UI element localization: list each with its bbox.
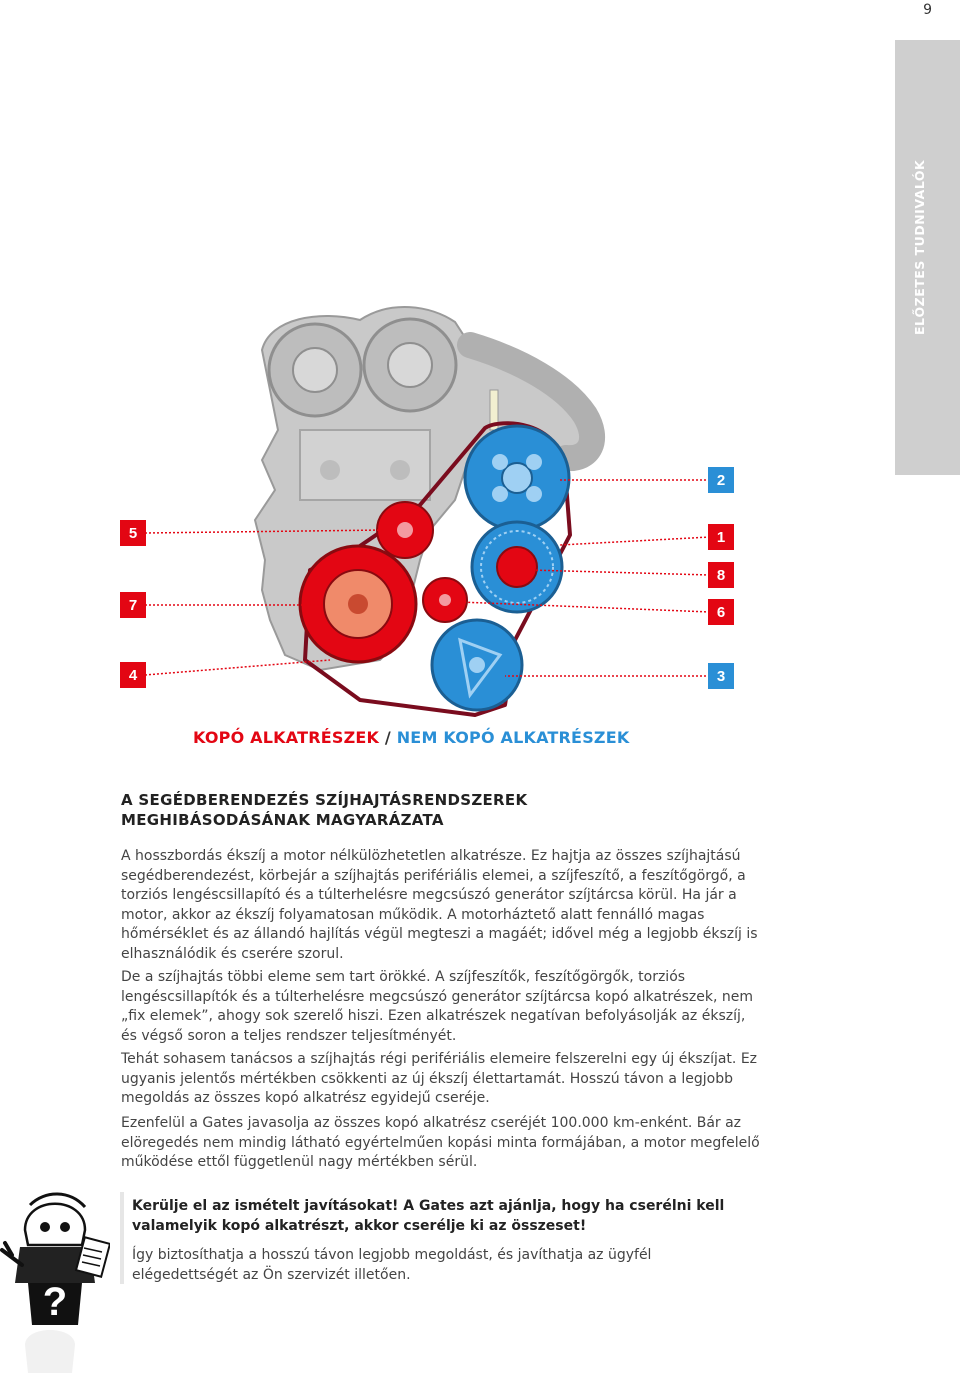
tip-bold-text: Kerülje el az ismételt javításokat! A Gates azt ajánlja, hogy ha cserélni kell valamelyik kopó alkatrészt, akkor cserélje ki az összeset!: [132, 1198, 725, 1234]
power-steering-pulley: [432, 620, 522, 710]
tensioner-pulley: [377, 502, 433, 558]
belt-drive-diagram: [0, 300, 960, 740]
paragraph-2: De a szíjhajtás többi eleme sem tart örökké. A szíjfeszítők, feszítőgörgők, torziós lengéscsillapítók és a túlterhelésre megcsúszó generátor szíjtárcsa kopó alkatrészek, nem „fix elemek”, ahogy sok szerelő hiszi. Ezen alkatrészek negatívan befolyásolják az ékszíj, és végső soron a teljes rendszer teljesítményét.: [121, 969, 753, 1044]
side-tab-label: ELŐZETES TUDNIVALÓK: [912, 159, 927, 335]
section-title-line-1: A SEGÉDBERENDEZÉS SZÍJHAJTÁSRENDSZEREK: [121, 791, 528, 809]
alternator-pulley: [497, 547, 537, 587]
water-pump-pulley: [465, 426, 569, 530]
legend-non-wear: NEM KOPÓ ALKATRÉSZEK: [396, 728, 630, 747]
section-title: [121, 790, 741, 830]
svg-text:?: ?: [42, 1280, 68, 1324]
callout-5: 5: [128, 525, 138, 542]
idler-pulley: [423, 578, 467, 622]
callout-2: 2: [716, 472, 726, 489]
diagram-legend: [193, 728, 629, 747]
tip-box: [132, 1197, 732, 1285]
section-title-line-2: MEGHIBÁSODÁSÁNAK MAGYARÁZATA: [121, 811, 444, 829]
mechanic-mascot-illustration: [0, 1185, 110, 1373]
legend-wear: KOPÓ ALKATRÉSZEK: [193, 728, 380, 747]
crankshaft-damper: [300, 546, 416, 662]
callout-7: 7: [128, 597, 138, 614]
callout-1: 1: [716, 529, 726, 546]
legend-separator: /: [379, 728, 397, 747]
page-number: 9: [923, 2, 932, 18]
callout-6: 6: [716, 604, 726, 621]
callout-4: 4: [128, 667, 138, 684]
tip-rule: [120, 1192, 124, 1284]
paragraph-1: A hosszbordás ékszíj a motor nélkülözhetetlen alkatrésze. Ez hajtja az összes szíjhajtású segédberendezést, körbejár a szíjhajtás perifériális elemei, a szíjfeszítő, a feszítőgörgő, a torziós lengéscsillapító és a túlterhelésre megcsúszó generátor szíjtárcsa körül. Ha jár a motor, akkor az ékszíj folyamatosan működik. A motorháztető alatt fennálló magas hőmérséklet és az állandó hajlítás végül megteszi a magáét; idővel még a legjobb ékszíj is elhasználódik és cserére szorul.: [121, 848, 758, 962]
paragraph-3: Tehát sohasem tanácsos a szíjhajtás régi perifériális elemeire felszerelni egy új ékszíjat. Ez ugyanis jelentős mértékben csökkenti az új ékszíj élettartamát. Hosszú távon a legjobb megoldás az összes kopó alkatrész egyidejű cseréje.: [121, 1051, 758, 1106]
callout-3: 3: [716, 668, 726, 685]
callout-8: 8: [716, 567, 726, 584]
paragraph-4: Ezenfelül a Gates javasolja az összes kopó alkatrész cseréjét 100.000 km-enként. Bár az elöregedés nem mindig látható egyértelműen kopási minta formájában, a motor megfelelő működése ettől függetlenül nagy mértékben sérül.: [121, 1115, 760, 1170]
tip-normal-text: Így biztosíthatja a hosszú távon legjobb megoldást, és javíthatja az ügyfél elégedettségét az Ön szervizét illetően.: [132, 1247, 652, 1283]
